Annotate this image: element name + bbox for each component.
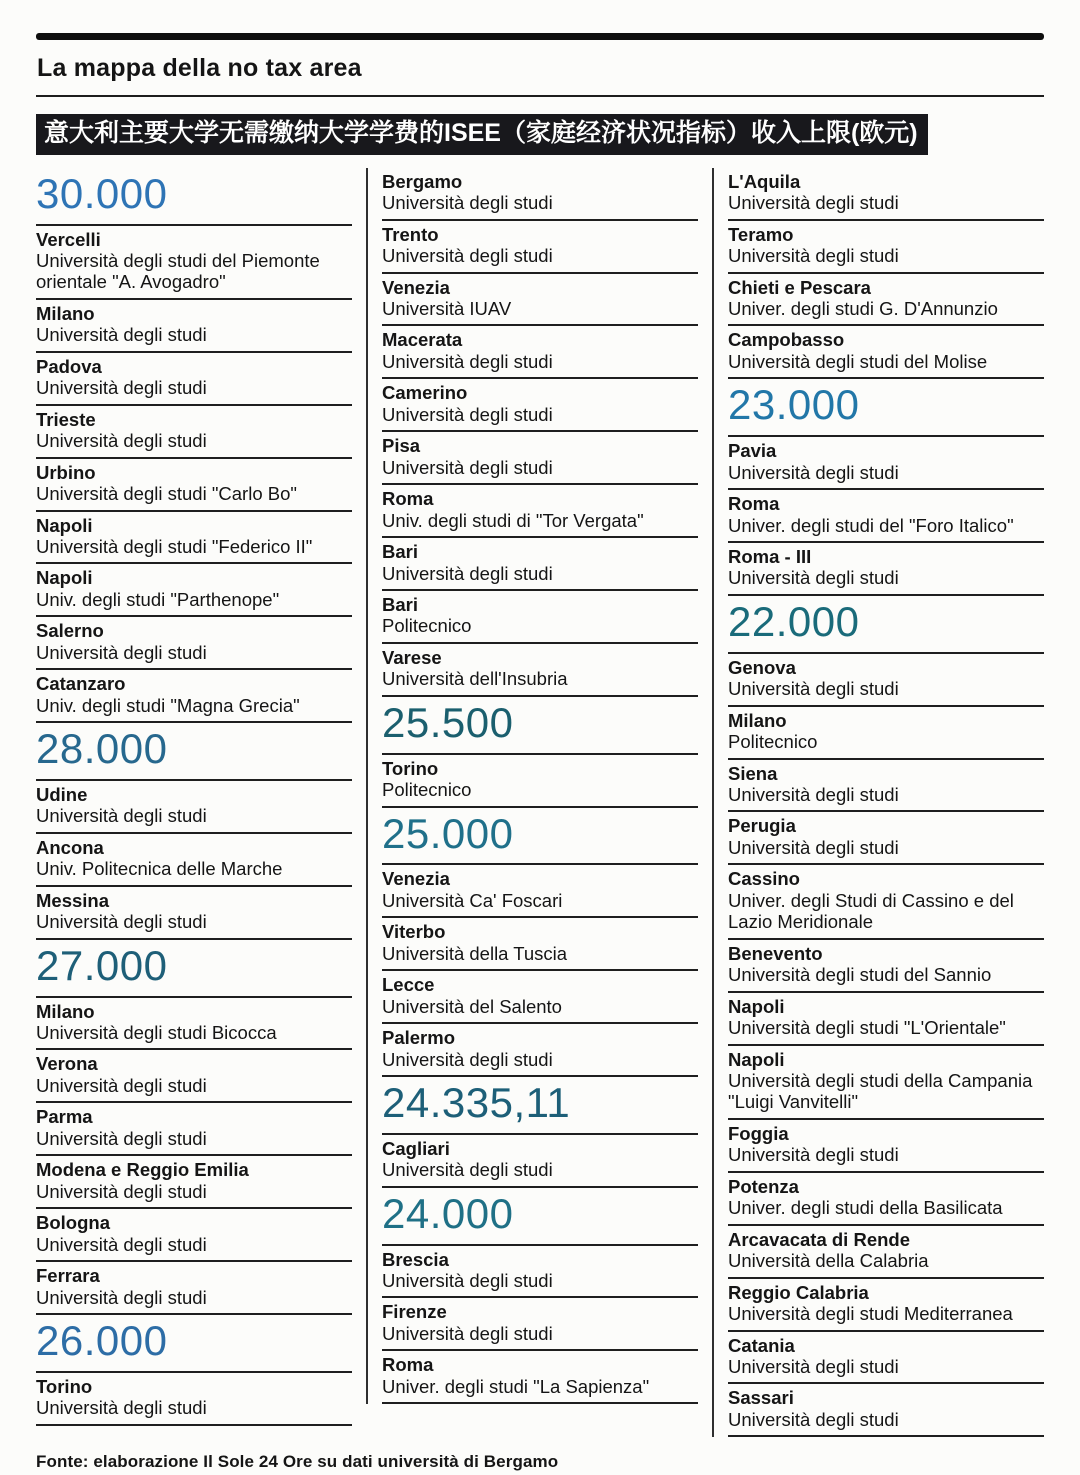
threshold-value: 28.000 [36,723,352,781]
entry-university: Università degli studi [728,1355,899,1377]
entry-university: Università degli studi [382,456,553,478]
entry-city: Roma [382,488,434,510]
entry-university: Univ. Politecnica delle Marche [36,858,283,880]
threshold-value: 30.000 [36,168,352,226]
entry-city: Padova [36,355,102,377]
list-item [36,512,352,565]
list-item [382,168,698,221]
entry-university: Università degli studi del Piemonte orientale "A. Avogadro" [36,250,320,293]
entry-university: Università degli studi "L'Orientale" [728,1017,1006,1039]
entry-city: Bari [382,541,418,563]
entry-city: Arcavacata di Rende [728,1228,911,1250]
list-item [728,865,1044,939]
list-item [382,918,698,971]
entry-university: Università degli studi [36,805,207,827]
entry-university: Univ. degli studi di "Tor Vergata" [382,509,644,531]
list-item [728,812,1044,865]
entry-university: Università IUAV [382,298,512,320]
entry-university: Università degli studi [36,641,207,663]
threshold-value: 24.000 [382,1188,698,1246]
entry-city: Trento [382,223,439,245]
list-item [36,1050,352,1103]
list-item [382,485,698,538]
entry-university: Università della Calabria [728,1250,929,1272]
list-item [36,887,352,940]
entry-city: Verona [36,1053,98,1075]
entry-city: Messina [36,889,110,911]
entry-city: Cassino [728,868,800,890]
entry-university: Università degli studi [728,1144,899,1166]
list-item [728,1279,1044,1332]
entry-city: Bari [382,594,418,615]
entry-city: Roma [382,1354,434,1376]
list-item [382,1246,698,1299]
list-item [382,644,698,697]
entry-city: Foggia [728,1122,789,1144]
entry-university: Univer. degli studi G. D'Annunzio [728,298,998,320]
entry-city: Camerino [382,382,468,404]
list-item [728,1226,1044,1279]
entry-university: Università degli studi [728,678,899,700]
list-item [728,1120,1044,1173]
entry-city: Ferrara [36,1265,100,1287]
entry-university: Università degli studi [382,562,553,584]
entry-city: Campobasso [728,329,845,351]
list-item [36,406,352,459]
entry-university: Università degli studi [36,430,207,452]
entry-university: Università degli studi del Molise [728,350,988,372]
entry-city: Trieste [36,408,96,430]
list-item [728,654,1044,707]
entry-university: Università degli studi del Sannio [728,964,992,986]
entry-city: Urbino [36,461,96,483]
entry-university: Univer. degli studi della Basilicata [728,1197,1003,1219]
list-item [728,1046,1044,1120]
entry-university: Università degli studi [382,1270,553,1292]
column-1 [36,168,366,1426]
banner-title: 意大利主要大学无需缴纳大学学费的ISEE（家庭经济状况指标）收入上限(欧元) [36,114,928,155]
entry-city: Brescia [382,1248,449,1270]
entry-city: Udine [36,784,88,806]
list-item [728,993,1044,1046]
entry-city: Pavia [728,440,777,462]
list-item [382,1298,698,1351]
entry-city: Ancona [36,836,104,858]
entry-city: Reggio Calabria [728,1281,869,1303]
list-item [36,353,352,406]
entry-city: Milano [36,302,95,324]
column-2 [366,168,712,1405]
threshold-value: 27.000 [36,940,352,998]
entry-university: Università degli studi [382,1048,553,1070]
list-item [382,432,698,485]
entry-city: Napoli [728,1048,785,1070]
entry-university: Università degli studi [728,192,899,214]
entry-university: Università degli studi [36,324,207,346]
banner-row [36,114,1044,155]
entry-university: Università Ca' Foscari [382,889,563,911]
list-item [728,274,1044,327]
list-item [728,490,1044,543]
source-note: Fonte: elaborazione Il Sole 24 Ore su dati università di Bergamo [36,1452,559,1472]
entry-university: Università degli studi [382,1322,553,1344]
list-item [36,459,352,512]
list-item [36,617,352,670]
entry-university: Univ. degli studi "Parthenope" [36,588,280,610]
entry-city: Roma [728,493,780,515]
entry-city: Torino [382,757,439,779]
entry-city: Vercelli [36,228,101,250]
page [0,33,1080,1472]
list-item [728,1384,1044,1437]
list-item [36,781,352,834]
list-item [728,1332,1044,1385]
list-item [382,755,698,808]
entry-university: Università degli studi [728,784,899,806]
entry-university: Università degli studi [382,403,553,425]
entry-university: Università degli studi [728,836,899,858]
entry-city: Cagliari [382,1137,450,1159]
entry-university: Università degli studi [382,1159,553,1181]
list-item [36,998,352,1051]
entry-university: Politecnico [382,779,472,801]
entry-university: Università degli studi [36,1074,207,1096]
entry-university: Univer. degli studi "La Sapienza" [382,1375,650,1397]
list-item [36,1103,352,1156]
entry-university: Università degli studi [36,1397,207,1419]
entry-university: Università della Tuscia [382,942,568,964]
entry-city: Roma - III [728,546,812,568]
list-item [728,168,1044,221]
top-rule [36,33,1044,40]
entry-city: Catania [728,1334,795,1356]
threshold-value: 23.000 [728,379,1044,437]
entry-city: Benevento [728,942,823,964]
entry-city: Torino [36,1375,93,1397]
entry-city: Perugia [728,815,796,837]
entry-university: Università degli studi [36,1180,207,1202]
entry-city: Bologna [36,1212,110,1234]
list-item [728,221,1044,274]
page-title: La mappa della no tax area [37,54,362,82]
entry-city: Macerata [382,329,463,351]
entry-university: Università del Salento [382,995,562,1017]
columns [36,168,1044,1438]
entry-city: L'Aquila [728,170,801,192]
entry-city: Catanzaro [36,673,126,695]
threshold-value: 25.000 [382,808,698,866]
list-item [36,300,352,353]
list-item [728,543,1044,596]
entry-university: Università degli studi [36,1286,207,1308]
list-item [36,226,352,300]
entry-city: Venezia [382,868,450,890]
list-item [36,834,352,887]
entry-university: Univer. degli studi del "Foro Italico" [728,514,1014,536]
entry-university: Università degli studi "Federico II" [36,536,313,558]
list-item [382,326,698,379]
threshold-value: 24.335,11 [382,1077,698,1135]
entry-university: Università degli studi [382,350,553,372]
entry-city: Sassari [728,1387,794,1409]
entry-city: Bergamo [382,170,463,192]
entry-city: Napoli [728,995,785,1017]
title-divider [36,95,1044,97]
entry-university: Politecnico [728,731,818,753]
entry-university: Università degli studi [382,245,553,267]
list-item [382,274,698,327]
list-item [382,379,698,432]
entry-university: Università degli studi [728,567,899,589]
entry-city: Genova [728,656,796,678]
entry-university: Università degli studi [382,192,553,214]
entry-university: Università degli studi [728,1408,899,1430]
list-item [382,1351,698,1404]
list-item [382,971,698,1024]
entry-university: Università degli studi [36,1127,207,1149]
entry-university: Università degli studi della Campania "Luigi Vanvitelli" [728,1070,1033,1113]
entry-city: Teramo [728,223,794,245]
entry-university: Università degli studi [728,461,899,483]
list-item [382,1024,698,1077]
entry-city: Napoli [36,514,93,536]
entry-university: Univ. degli studi "Magna Grecia" [36,694,300,716]
list-item [36,1156,352,1209]
entry-city: Chieti e Pescara [728,276,871,298]
threshold-value: 25.500 [382,697,698,755]
list-item [728,326,1044,379]
entry-university: Università degli studi Mediterranea [728,1303,1013,1325]
entry-university: Università degli studi [36,377,207,399]
entry-city: Venezia [382,276,450,298]
entry-city: Varese [382,646,442,668]
entry-city: Parma [36,1106,93,1128]
entry-university: Università dell'Insubria [382,668,568,690]
entry-university: Università degli studi "Carlo Bo" [36,483,297,505]
entry-city: Milano [36,1000,95,1022]
list-item [36,1373,352,1426]
entry-university: Università degli studi [36,1233,207,1255]
entry-city: Modena e Reggio Emilia [36,1159,249,1181]
entry-city: Salerno [36,620,104,642]
list-item [728,940,1044,993]
list-item [382,221,698,274]
threshold-value: 26.000 [36,1315,352,1373]
entry-university: Politecnico [382,615,472,637]
entry-city: Siena [728,762,778,784]
entry-city: Milano [728,709,787,731]
entry-city: Lecce [382,974,435,996]
entry-city: Firenze [382,1301,447,1323]
list-item [728,760,1044,813]
list-item [36,1262,352,1315]
entry-university: Università degli studi [728,245,899,267]
list-item [36,564,352,617]
entry-city: Palermo [382,1027,456,1049]
list-item [36,670,352,723]
list-item [382,865,698,918]
entry-city: Pisa [382,435,421,457]
entry-university: Univer. degli Studi di Cassino e del Lazio Meridionale [728,889,1014,933]
entry-city: Potenza [728,1175,799,1197]
list-item [728,707,1044,760]
list-item [36,1209,352,1262]
column-3 [712,168,1044,1438]
list-item [728,437,1044,490]
list-item [382,538,698,591]
entry-city: Napoli [36,567,93,589]
entry-university: Università degli studi [36,911,207,933]
list-item [382,1135,698,1188]
threshold-value: 22.000 [728,596,1044,654]
entry-city: Viterbo [382,921,446,943]
list-item [728,1173,1044,1226]
list-item [382,591,698,644]
entry-university: Università degli studi Bicocca [36,1022,277,1044]
